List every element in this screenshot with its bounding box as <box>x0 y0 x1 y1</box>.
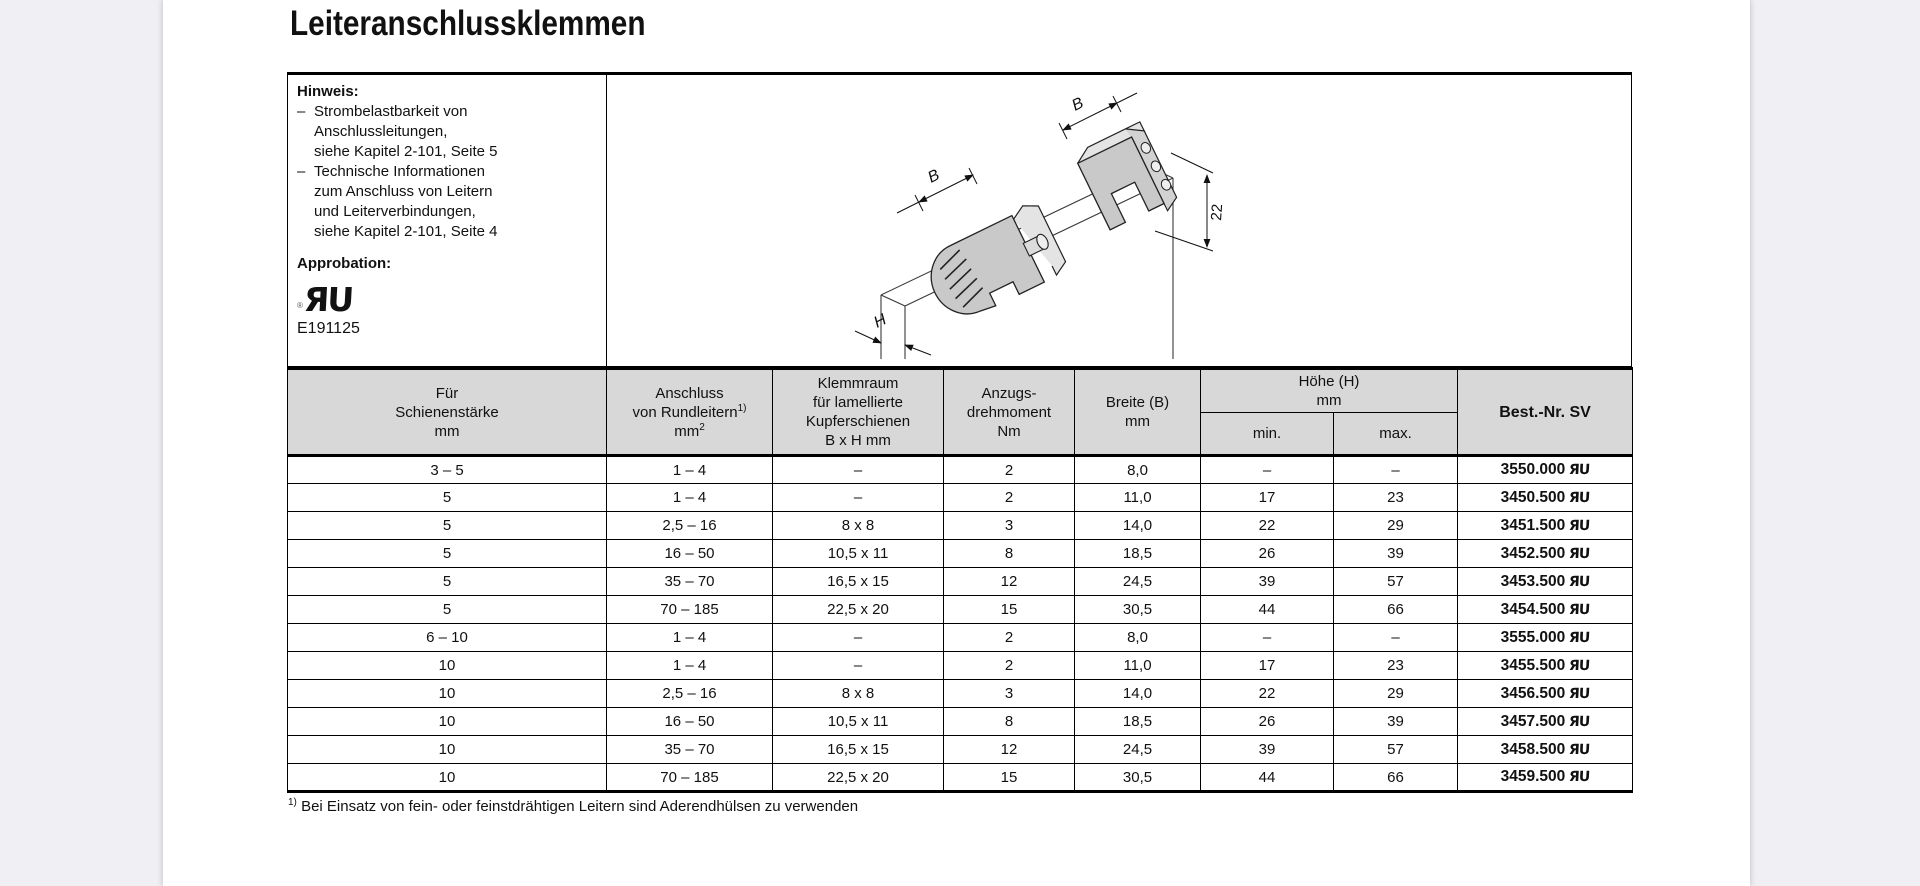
header-hoehe-min: min. <box>1201 413 1334 456</box>
best-nr-value: 3452.500 <box>1500 544 1566 562</box>
cell-best-nr <box>1458 540 1633 568</box>
ul-mark-icon: ЯU <box>1568 629 1590 646</box>
cell-best-nr <box>1458 512 1633 540</box>
ul-mark-icon: ЯU <box>1568 657 1590 674</box>
cell-klemmraum: 10,5 x 11 <box>773 540 944 568</box>
cell-schienenstaerke: 5 <box>288 540 607 568</box>
dimension-h <box>855 331 931 355</box>
ul-mark-icon: ЯU <box>1568 769 1590 785</box>
header-rundleiter: Anschluss von Rundleitern$^{1)}$ $mm^2$ <box>607 369 773 456</box>
cell-anzugsdrehmoment: 3 <box>944 512 1075 540</box>
cell-breite: 14,0 <box>1075 512 1201 540</box>
cell-hoehe-max: 66 <box>1334 764 1458 792</box>
table-row <box>288 540 1633 568</box>
cell-anzugsdrehmoment: 3 <box>944 680 1075 708</box>
cell-rundleiter: 35 – 70 <box>607 568 773 596</box>
note-item <box>297 102 596 162</box>
footnote: $^{1)}$ Bei Einsatz von fein- oder feinstdrähtigen Leitern sind Aderendhülsen zu verwenden <box>288 797 859 815</box>
cell-hoehe-min: 22 <box>1201 680 1334 708</box>
cell-hoehe-min: 44 <box>1201 764 1334 792</box>
cell-anzugsdrehmoment: 2 <box>944 624 1075 652</box>
table-row <box>288 568 1633 596</box>
cell-breite: 30,5 <box>1075 764 1201 792</box>
ul-mark-glyph: ЯU <box>302 280 354 319</box>
note-text: Strombelastbarkeit von Anschlussleitungen, siehe Kapitel 2-101, Seite 5 <box>314 103 498 160</box>
terminal-isometric-drawing <box>819 83 1239 361</box>
cell-best-nr <box>1458 596 1633 624</box>
cell-best-nr <box>1458 484 1633 512</box>
ul-mark-icon: ЯU <box>1568 685 1590 702</box>
cell-hoehe-min: 39 <box>1201 736 1334 764</box>
cell-anzugsdrehmoment: 15 <box>944 596 1075 624</box>
ul-mark-icon: ЯU <box>1568 601 1590 618</box>
cell-anzugsdrehmoment: 8 <box>944 708 1075 736</box>
table-row <box>288 512 1633 540</box>
table-header <box>288 369 1633 456</box>
cell-breite: 14,0 <box>1075 680 1201 708</box>
header-breite: Breite (B) mm <box>1075 369 1201 456</box>
ul-mark-icon: ЯU <box>1568 741 1590 758</box>
best-nr-value: 3456.500 <box>1500 684 1566 702</box>
cell-breite: 8,0 <box>1075 456 1201 484</box>
cell-breite: 30,5 <box>1075 596 1201 624</box>
cell-hoehe-max: 23 <box>1334 652 1458 680</box>
cell-breite: 24,5 <box>1075 736 1201 764</box>
cell-klemmraum: 22,5 x 20 <box>773 596 944 624</box>
header-best-nr: Best.-Nr. SV <box>1458 369 1633 456</box>
cell-rundleiter: 1 – 4 <box>607 456 773 484</box>
cell-hoehe-max: 29 <box>1334 512 1458 540</box>
note-dash: – <box>297 103 306 120</box>
approbation-label: Approbation: <box>297 255 392 272</box>
datasheet-block <box>287 72 1632 815</box>
ul-mark-icon: ЯU <box>1568 713 1590 730</box>
ul-mark-icon: ЯU <box>1568 545 1590 562</box>
cell-best-nr <box>1458 456 1633 484</box>
cell-rundleiter: 35 – 70 <box>607 736 773 764</box>
best-nr-value: 3459.500 <box>1500 768 1566 785</box>
header-anzugsdrehmoment: Anzugs- drehmoment Nm <box>944 369 1075 456</box>
product-table <box>287 367 1633 793</box>
left-clamp <box>918 200 1070 328</box>
best-nr-value: 3453.500 <box>1500 572 1566 590</box>
cell-rundleiter: 2,5 – 16 <box>607 512 773 540</box>
note-text: Technische Informationen zum Anschluss von Leitern und Leiterverbindungen, siehe Kapitel 2-101, Seite 4 <box>314 163 498 240</box>
cell-best-nr <box>1458 736 1633 764</box>
cell-hoehe-max: 39 <box>1334 708 1458 736</box>
table-row <box>288 484 1633 512</box>
dimension-label-b-right: B <box>1069 94 1087 115</box>
best-nr-value: 3454.500 <box>1500 600 1566 618</box>
cell-best-nr <box>1458 624 1633 652</box>
cell-rundleiter: 1 – 4 <box>607 652 773 680</box>
cell-rundleiter: 1 – 4 <box>607 624 773 652</box>
table-row <box>288 680 1633 708</box>
cell-klemmraum: – <box>773 484 944 512</box>
cell-schienenstaerke: 10 <box>288 652 607 680</box>
cell-schienenstaerke: 10 <box>288 736 607 764</box>
cell-rundleiter: 16 – 50 <box>607 540 773 568</box>
dimension-label-22: 22 <box>1208 203 1227 222</box>
cell-klemmraum: 10,5 x 11 <box>773 708 944 736</box>
cell-rundleiter: 2,5 – 16 <box>607 680 773 708</box>
cell-hoehe-max: 57 <box>1334 568 1458 596</box>
cell-best-nr <box>1458 568 1633 596</box>
page-title: Leiteranschlussklemmen <box>290 4 646 43</box>
cell-breite: 8,0 <box>1075 624 1201 652</box>
cell-schienenstaerke: 10 <box>288 680 607 708</box>
technical-drawing-panel <box>607 75 1631 366</box>
table-row <box>288 624 1633 652</box>
cell-hoehe-max: 29 <box>1334 680 1458 708</box>
hinweis-panel <box>288 75 607 366</box>
ul-mark-icon: ЯU <box>1568 489 1590 506</box>
cell-rundleiter: 16 – 50 <box>607 708 773 736</box>
cell-rundleiter: 70 – 185 <box>607 764 773 792</box>
cell-schienenstaerke: 3 – 5 <box>288 456 607 484</box>
table-row <box>288 736 1633 764</box>
cell-hoehe-min: 17 <box>1201 484 1334 512</box>
cell-hoehe-min: 26 <box>1201 708 1334 736</box>
cell-breite: 24,5 <box>1075 568 1201 596</box>
cell-klemmraum: – <box>773 456 944 484</box>
table-body <box>288 456 1633 792</box>
cell-best-nr <box>1458 708 1633 736</box>
cell-schienenstaerke: 10 <box>288 708 607 736</box>
cell-hoehe-max: – <box>1334 624 1458 652</box>
ul-mark-icon: ЯU <box>1568 573 1590 590</box>
cell-breite: 11,0 <box>1075 484 1201 512</box>
best-nr-value: 3458.500 <box>1500 740 1566 758</box>
best-nr-value: 3550.000 <box>1500 461 1566 478</box>
registered-symbol: ® <box>297 301 303 310</box>
cell-schienenstaerke: 5 <box>288 596 607 624</box>
cell-schienenstaerke: 5 <box>288 568 607 596</box>
cell-schienenstaerke: 5 <box>288 484 607 512</box>
cell-hoehe-max: – <box>1334 456 1458 484</box>
cell-klemmraum: 16,5 x 15 <box>773 568 944 596</box>
right-clamp <box>1073 122 1180 237</box>
cell-klemmraum: 22,5 x 20 <box>773 764 944 792</box>
cell-best-nr <box>1458 764 1633 792</box>
best-nr-value: 3455.500 <box>1500 656 1566 674</box>
table-row <box>288 596 1633 624</box>
dimension-label-b-left: B <box>925 166 943 187</box>
ul-mark-icon: ЯU <box>1568 517 1590 534</box>
cell-klemmraum: – <box>773 624 944 652</box>
cell-hoehe-min: 17 <box>1201 652 1334 680</box>
best-nr-value: 3450.500 <box>1500 488 1566 506</box>
cell-schienenstaerke: 6 – 10 <box>288 624 607 652</box>
ul-mark-icon: ЯU <box>1568 462 1590 478</box>
cell-rundleiter: 1 – 4 <box>607 484 773 512</box>
cell-anzugsdrehmoment: 15 <box>944 764 1075 792</box>
cell-hoehe-min: 39 <box>1201 568 1334 596</box>
hinweis-label: Hinweis: <box>297 83 359 100</box>
document-page <box>163 0 1750 886</box>
cell-hoehe-min: – <box>1201 624 1334 652</box>
cell-anzugsdrehmoment: 8 <box>944 540 1075 568</box>
cell-breite: 18,5 <box>1075 708 1201 736</box>
ul-recognized-mark-icon <box>297 276 596 319</box>
cell-hoehe-min: 26 <box>1201 540 1334 568</box>
cell-best-nr <box>1458 652 1633 680</box>
cell-rundleiter: 70 – 185 <box>607 596 773 624</box>
cell-klemmraum: 8 x 8 <box>773 680 944 708</box>
best-nr-value: 3451.500 <box>1500 516 1566 534</box>
cell-klemmraum: – <box>773 652 944 680</box>
cell-schienenstaerke: 5 <box>288 512 607 540</box>
cell-hoehe-max: 57 <box>1334 736 1458 764</box>
header-klemmraum: Klemmraum für lamellierte Kupferschienen B x H mm <box>773 369 944 456</box>
cell-hoehe-min: 44 <box>1201 596 1334 624</box>
header-schienenstaerke: Für Schienenstärke mm <box>288 369 607 456</box>
table-row <box>288 652 1633 680</box>
cell-hoehe-max: 23 <box>1334 484 1458 512</box>
cell-anzugsdrehmoment: 2 <box>944 456 1075 484</box>
best-nr-value: 3555.000 <box>1500 628 1566 646</box>
ul-file-number: E191125 <box>297 320 360 337</box>
cell-klemmraum: 16,5 x 15 <box>773 736 944 764</box>
dimension-label-h: H <box>871 311 890 332</box>
cell-anzugsdrehmoment: 12 <box>944 568 1075 596</box>
cell-anzugsdrehmoment: 12 <box>944 736 1075 764</box>
header-hoehe-max: max. <box>1334 413 1458 456</box>
cell-anzugsdrehmoment: 2 <box>944 484 1075 512</box>
info-box <box>287 72 1632 367</box>
cell-hoehe-min: 22 <box>1201 512 1334 540</box>
header-hoehe-group: Höhe (H) mm <box>1201 369 1458 413</box>
note-dash: – <box>297 163 306 180</box>
cell-best-nr <box>1458 680 1633 708</box>
cell-anzugsdrehmoment: 2 <box>944 652 1075 680</box>
table-row <box>288 456 1633 484</box>
note-item <box>297 162 596 242</box>
table-row <box>288 708 1633 736</box>
best-nr-value: 3457.500 <box>1500 712 1566 730</box>
cell-schienenstaerke: 10 <box>288 764 607 792</box>
cell-breite: 11,0 <box>1075 652 1201 680</box>
table-row <box>288 764 1633 792</box>
cell-hoehe-min: – <box>1201 456 1334 484</box>
cell-klemmraum: 8 x 8 <box>773 512 944 540</box>
cell-hoehe-max: 66 <box>1334 596 1458 624</box>
cell-breite: 18,5 <box>1075 540 1201 568</box>
cell-hoehe-max: 39 <box>1334 540 1458 568</box>
